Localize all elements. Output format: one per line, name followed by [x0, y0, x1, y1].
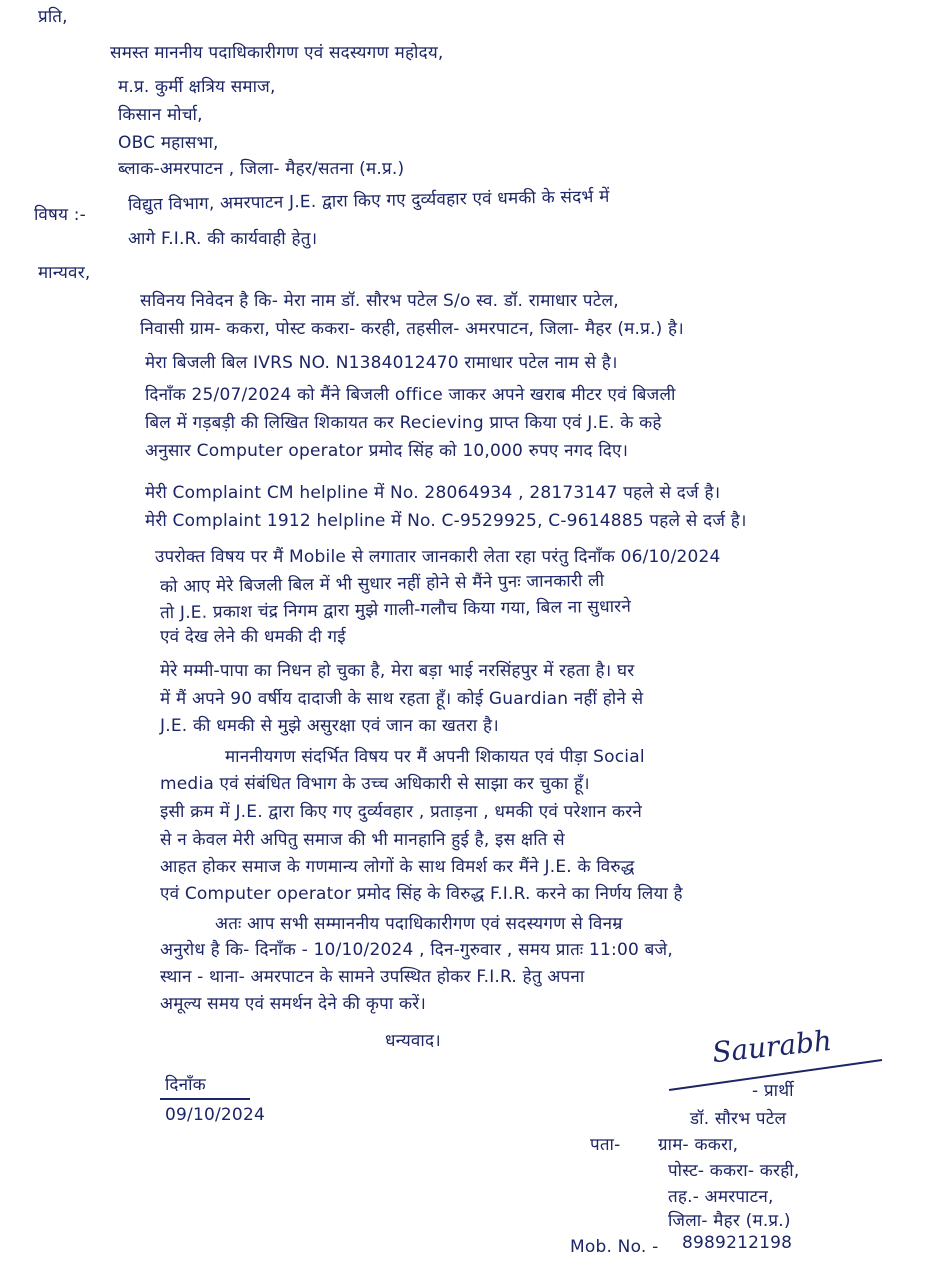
closing: धन्यवाद।	[385, 1031, 441, 1051]
body-line: में मैं अपने 90 वर्षीय दादाजी के साथ रहता हूँ। कोई Guardian नहीं होने से	[160, 689, 644, 709]
subject-line: आगे F.I.R. की कार्यवाही हेतु।	[128, 229, 318, 249]
mobile-label: Mob. No. -	[570, 1237, 659, 1257]
addressee-line: ब्लाक-अमरपाटन , जिला- मैहर/सतना (म.प्र.)	[118, 159, 405, 179]
body-line: अमूल्य समय एवं समर्थन देने की कृपा करें।	[160, 994, 427, 1014]
address-line: पोस्ट- ककरा- करही,	[668, 1161, 800, 1181]
date-underline	[160, 1098, 250, 1100]
address-line: तह.- अमरपाटन,	[668, 1187, 774, 1207]
body-line: अनुसार Computer operator प्रमोद सिंह को 10,000 रुपए नगद दिए।	[145, 441, 629, 461]
body-line: मेरा बिजली बिल IVRS NO. N1384012470 रामाधार पटेल नाम से है।	[145, 353, 618, 373]
signature: Saurabh	[710, 1023, 834, 1070]
address-label: पता-	[590, 1135, 621, 1155]
body-line: J.E. की धमकी से मुझे असुरक्षा एवं जान का खतरा है।	[160, 716, 499, 736]
body-line: स्थान - थाना- अमरपाटन के सामने उपस्थित होकर F.I.R. हेतु अपना	[160, 967, 585, 987]
addressee-line: OBC महासभा,	[118, 133, 219, 153]
date-label: दिनाँक	[165, 1075, 206, 1095]
date-value: 09/10/2024	[165, 1105, 265, 1125]
body-line: अतः आप सभी सम्माननीय पदाधिकारीगण एवं सदस्यगण से विनम्र	[215, 914, 623, 934]
body-line: एवं Computer operator प्रमोद सिंह के विरुद्ध F.I.R. करने का निर्णय लिया है	[160, 884, 683, 904]
body-line: मेरे मम्मी-पापा का निधन हो चुका है, मेरा बड़ा भाई नरसिंहपुर में रहता है। घर	[160, 661, 635, 681]
body-line: माननीयगण संदर्भित विषय पर मैं अपनी शिकायत एवं पीड़ा Social	[225, 747, 645, 767]
body-line: मेरी Complaint CM helpline में No. 28064934 , 28173147 पहले से दर्ज है।	[145, 483, 721, 503]
applicant-name: डॉ. सौरभ पटेल	[690, 1109, 787, 1129]
mobile-number: 8989212198	[682, 1233, 793, 1253]
body-line: बिल में गड़बड़ी की लिखित शिकायत कर Recieving प्राप्त किया एवं J.E. के कहे	[145, 413, 662, 433]
body-line: अनुरोध है कि- दिनाँक - 10/10/2024 , दिन-गुरुवार , समय प्रातः 11:00 बजे,	[160, 940, 673, 960]
body-line: इसी क्रम में J.E. द्वारा किए गए दुर्व्यवहार , प्रताड़ना , धमकी एवं परेशान करने	[160, 802, 643, 822]
body-line: media एवं संबंधित विभाग के उच्च अधिकारी से साझा कर चुका हूँ।	[160, 774, 590, 794]
addressee-line: म.प्र. कुर्मी क्षत्रिय समाज,	[118, 77, 276, 97]
subject-label: विषय :-	[34, 205, 87, 225]
addressee-line: किसान मोर्चा,	[118, 105, 203, 125]
body-line: एवं देख लेने की धमकी दी गई	[160, 627, 346, 647]
applicant-label: - प्रार्थी	[752, 1081, 794, 1101]
body-line: सविनय निवेदन है कि- मेरा नाम डॉ. सौरभ पटेल S/o स्व. डॉ. रामाधार पटेल,	[140, 291, 619, 311]
body-line: निवासी ग्राम- ककरा, पोस्ट ककरा- करही, तहसील- अमरपाटन, जिला- मैहर (म.प्र.) है।	[140, 319, 684, 339]
body-line: आहत होकर समाज के गणमान्य लोगों के साथ विमर्श कर मैंने J.E. के विरुद्ध	[160, 857, 635, 877]
salutation: मान्यवर,	[38, 263, 91, 283]
body-line: से न केवल मेरी अपितु समाज की भी मानहानि हुई है, इस क्षति से	[160, 830, 565, 850]
body-line: दिनाँक 25/07/2024 को मैंने बिजली office जाकर अपने खराब मीटर एवं बिजली	[145, 385, 676, 405]
prati-label: प्रति,	[38, 7, 68, 27]
body-line: उपरोक्त विषय पर मैं Mobile से लगातार जानकारी लेता रहा परंतु दिनाँक 06/10/2024	[155, 547, 721, 567]
address-line: ग्राम- ककरा,	[658, 1135, 739, 1155]
body-line: तो J.E. प्रकाश चंद्र निगम द्वारा मुझे गाली-गलौच किया गया, बिल ना सुधारने	[159, 596, 632, 624]
subject-line: विद्युत विभाग, अमरपाटन J.E. द्वारा किए गए दुर्व्यवहार एवं धमकी के संदर्भ में	[127, 186, 610, 216]
addressee-line: समस्त माननीय पदाधिकारीगण एवं सदस्यगण महोदय,	[110, 43, 444, 63]
address-line: जिला- मैहर (म.प्र.)	[668, 1211, 791, 1231]
body-line: को आए मेरे बिजली बिल में भी सुधार नहीं होने से मैंने पुनः जानकारी ली	[159, 570, 605, 598]
body-line: मेरी Complaint 1912 helpline में No. C-9529925, C-9614885 पहले से दर्ज है।	[145, 511, 747, 531]
